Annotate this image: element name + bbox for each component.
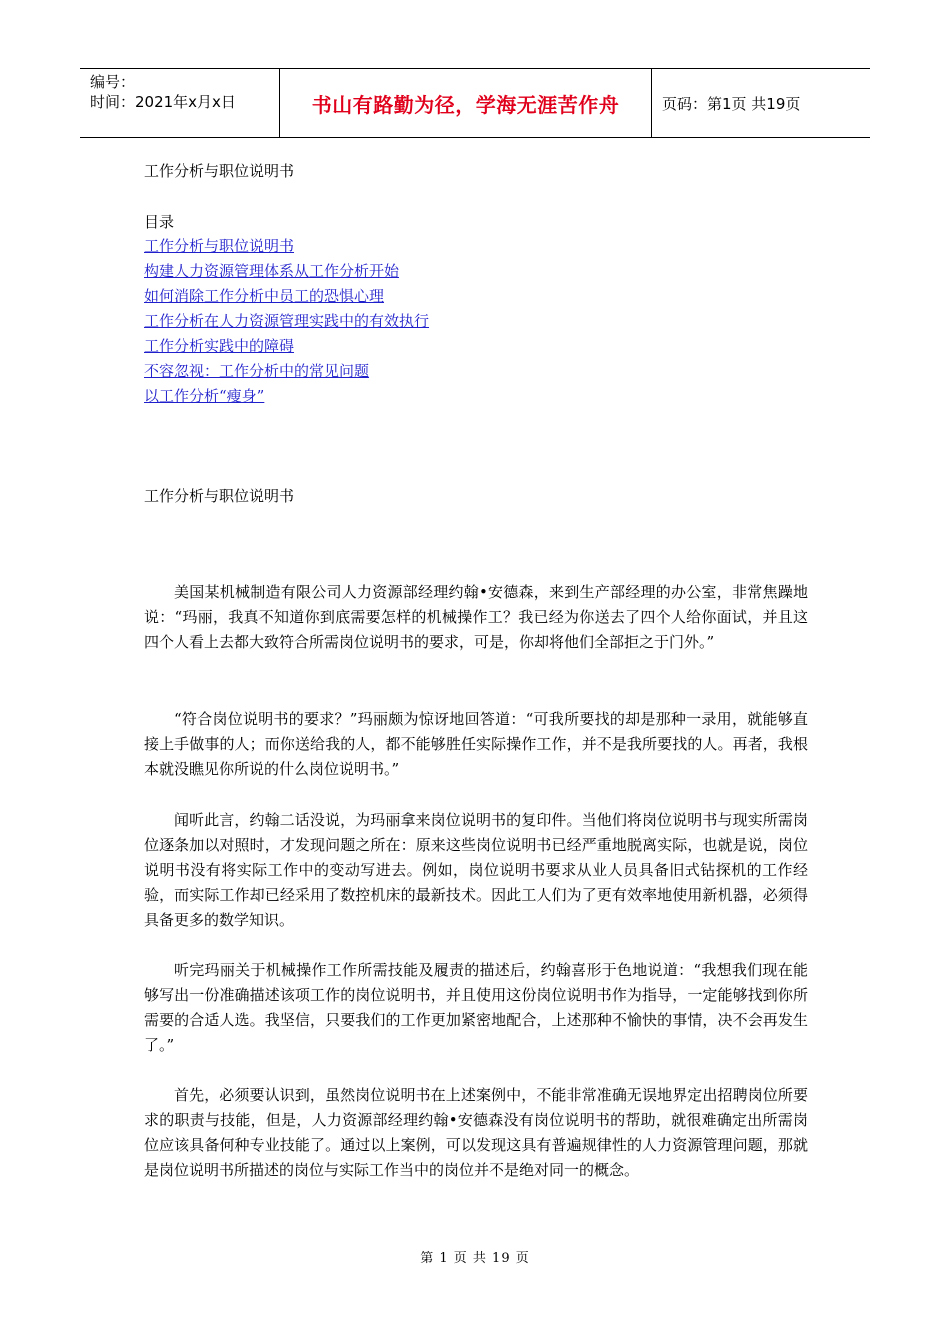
toc-item xyxy=(144,359,429,384)
toc-link-4[interactable]: 工作分析在人力资源管理实践中的有效执行 xyxy=(144,312,430,330)
document-number-label: 编号： xyxy=(90,73,136,91)
toc-link-6[interactable]: 不容忽视：工作分析中的常见问题 xyxy=(144,362,370,380)
page-footer: 第 1 页 共 19 页 xyxy=(420,1251,530,1266)
toc-link-7[interactable]: 以工作分析“瘦身” xyxy=(144,387,265,405)
document-time-label: 时间：2021年x月x日 xyxy=(90,93,236,111)
toc-item xyxy=(144,234,429,259)
header-page-info: 页码：第1页 共19页 xyxy=(662,94,801,113)
table-of-contents xyxy=(144,234,429,409)
toc-link-1[interactable]: 工作分析与职位说明书 xyxy=(144,237,295,255)
header-meta xyxy=(80,69,280,137)
section-title: 工作分析与职位说明书 xyxy=(144,487,295,505)
toc-item xyxy=(144,334,429,359)
page-header xyxy=(80,68,870,138)
toc-heading: 目录 xyxy=(144,213,175,231)
body-paragraph-2: “符合岗位说明书的要求？”玛丽颇为惊讶地回答道：“可我所要找的却是那种一录用，就能够直接上手做事的人；而你送给我的人，都不能够胜任实际操作工作，并不是我所要找的人。再者，我根本就没瞧见你所说的什么岗位说明书。” xyxy=(144,710,808,778)
toc-link-2[interactable]: 构建人力资源管理体系从工作分析开始 xyxy=(144,262,400,280)
body-paragraph-3: 闻听此言，约翰二话没说，为玛丽拿来岗位说明书的复印件。当他们将岗位说明书与现实所需岗位逐条加以对照时，才发现问题之所在：原来这些岗位说明书已经严重地脱离实际，也就是说，岗位说明书没有将实际工作中的变动写进去。例如，岗位说明书要求从业人员具备旧式钻探机的工作经验，而实际工作却已经采用了数控机床的最新技术。因此工人们为了更有效率地使用新机器，必须得具备更多的数学知识。 xyxy=(144,811,808,929)
toc-link-5[interactable]: 工作分析实践中的障碍 xyxy=(144,337,295,355)
toc-item xyxy=(144,259,429,284)
toc-item xyxy=(144,284,429,309)
body-paragraph-1: 美国某机械制造有限公司人力资源部经理约翰•安德森，来到生产部经理的办公室，非常焦躁地说：“玛丽，我真不知道你到底需要怎样的机械操作工？我已经为你送去了四个人给你面试，并且这四个人看上去都大致符合所需岗位说明书的要求，可是，你却将他们全部拒之于门外。” xyxy=(144,583,808,651)
body-paragraph-4: 听完玛丽关于机械操作工作所需技能及履责的描述后，约翰喜形于色地说道：“我想我们现在能够写出一份准确描述该项工作的岗位说明书，并且使用这份岗位说明书作为指导，一定能够找到你所需要的合适人选。我坚信，只要我们的工作更加紧密地配合，上述那种不愉快的事情，决不会再发生了。” xyxy=(144,961,808,1054)
toc-item xyxy=(144,384,429,409)
toc-item xyxy=(144,309,429,334)
header-motto: 书山有路勤为径，学海无涯苦作舟 xyxy=(280,69,652,137)
toc-link-3[interactable]: 如何消除工作分析中员工的恐惧心理 xyxy=(144,287,385,305)
document-title: 工作分析与职位说明书 xyxy=(144,162,295,180)
body-paragraph-5: 首先，必须要认识到，虽然岗位说明书在上述案例中，不能非常准确无误地界定出招聘岗位所要求的职责与技能，但是，人力资源部经理约翰•安德森没有岗位说明书的帮助，就很难确定出所需岗位应该具备何种专业技能了。通过以上案例，可以发现这具有普遍规律性的人力资源管理问题，那就是岗位说明书所描述的岗位与实际工作当中的岗位并不是绝对同一的概念。 xyxy=(144,1086,808,1179)
